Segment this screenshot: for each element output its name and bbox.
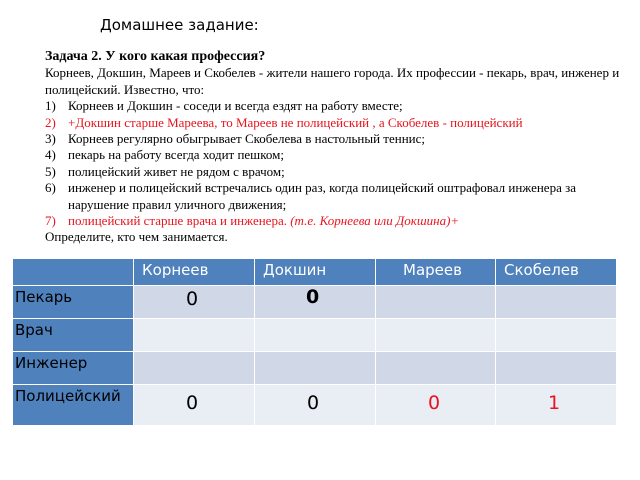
fact-number: 5): [45, 163, 56, 179]
fact-main-text: полицейский старше врача и инженера.: [68, 213, 287, 229]
table-corner-cell: [13, 259, 134, 286]
row-header: Пекарь: [13, 286, 134, 319]
table-cell[interactable]: [496, 352, 617, 385]
fact-note: (т.е. Корнеева или Докшина)+: [290, 213, 460, 229]
column-header: [376, 259, 496, 286]
fact-item: [45, 131, 630, 147]
task-intro: Корнеев, Докшин, Мареев и Скобелев - жители нашего города. Их профессии - пекарь, врач, инженер и полицейский. Известно, что:: [45, 65, 620, 97]
table-cell[interactable]: [255, 286, 376, 319]
table-cell[interactable]: [376, 319, 496, 352]
fact-text: Корнеев регулярно обыгрывает Скобелева в настольный теннис;: [68, 131, 425, 147]
column-header-label: Мареев: [403, 261, 462, 279]
table-cell[interactable]: [376, 352, 496, 385]
table-row: [13, 319, 617, 352]
cell-value: 0: [186, 288, 199, 310]
fact-number: 3): [45, 131, 56, 147]
table-cell[interactable]: [496, 319, 617, 352]
table-cell[interactable]: [255, 385, 376, 426]
fact-item: [45, 180, 630, 213]
table-header-row: [13, 259, 617, 286]
profession-table: [12, 258, 617, 426]
fact-text: пекарь на работу всегда ходит пешком;: [68, 147, 284, 163]
table-row: [13, 286, 617, 319]
fact-text: [68, 213, 630, 229]
row-header: Инженер: [13, 352, 134, 385]
table-cell[interactable]: [376, 385, 496, 426]
fact-text: +Докшин старше Мареева, то Мареев не полицейский , а Скобелев - полицейский: [68, 114, 523, 130]
task-text: [45, 49, 630, 246]
table-cell[interactable]: [134, 286, 255, 319]
facts-list: [45, 98, 630, 229]
fact-item: [45, 213, 630, 229]
column-header: [255, 259, 376, 286]
fact-item: [45, 98, 630, 114]
table-cell[interactable]: [255, 352, 376, 385]
cell-value: 0: [428, 392, 441, 414]
fact-number: 2): [45, 114, 56, 130]
fact-item: [45, 115, 630, 131]
table-cell[interactable]: [255, 319, 376, 352]
cell-value: 0: [186, 392, 199, 414]
table-row: [13, 352, 617, 385]
table-cell[interactable]: [496, 286, 617, 319]
fact-number: 6): [45, 180, 56, 196]
table-cell[interactable]: [134, 352, 255, 385]
fact-number: 4): [45, 147, 56, 163]
fact-text: инженер и полицейский встречались один раз, когда полицейский оштрафовал инженера за нарушение правил уличного движения;: [68, 180, 577, 212]
column-header-label: Скобелев: [504, 261, 579, 279]
table-cell[interactable]: [134, 319, 255, 352]
row-header: Полицейский: [13, 385, 134, 426]
task-heading: Задача 2. У кого какая профессия?: [45, 49, 266, 64]
fact-item: [45, 164, 630, 180]
table-row: [13, 385, 617, 426]
cell-value: 0: [307, 392, 320, 414]
slide-title: Домашнее задание:: [100, 16, 259, 34]
fact-item: [45, 147, 630, 163]
task-question: Определите, кто чем занимается.: [45, 229, 228, 245]
cell-value: 1: [548, 392, 561, 414]
fact-text: Корнеев и Докшин - соседи и всегда ездят на работу вместе;: [68, 98, 403, 114]
fact-number: 1): [45, 98, 56, 114]
fact-number: 7): [45, 213, 56, 229]
cell-value: 0: [306, 286, 320, 308]
column-header-label: Докшин: [263, 261, 327, 279]
table-cell[interactable]: [134, 385, 255, 426]
fact-text: полицейский живет не рядом с врачом;: [68, 163, 285, 179]
column-header: [134, 259, 255, 286]
column-header-label: Корнеев: [142, 261, 209, 279]
table-cell[interactable]: [376, 286, 496, 319]
table-cell[interactable]: [496, 385, 617, 426]
row-header: Врач: [13, 319, 134, 352]
column-header: [496, 259, 617, 286]
